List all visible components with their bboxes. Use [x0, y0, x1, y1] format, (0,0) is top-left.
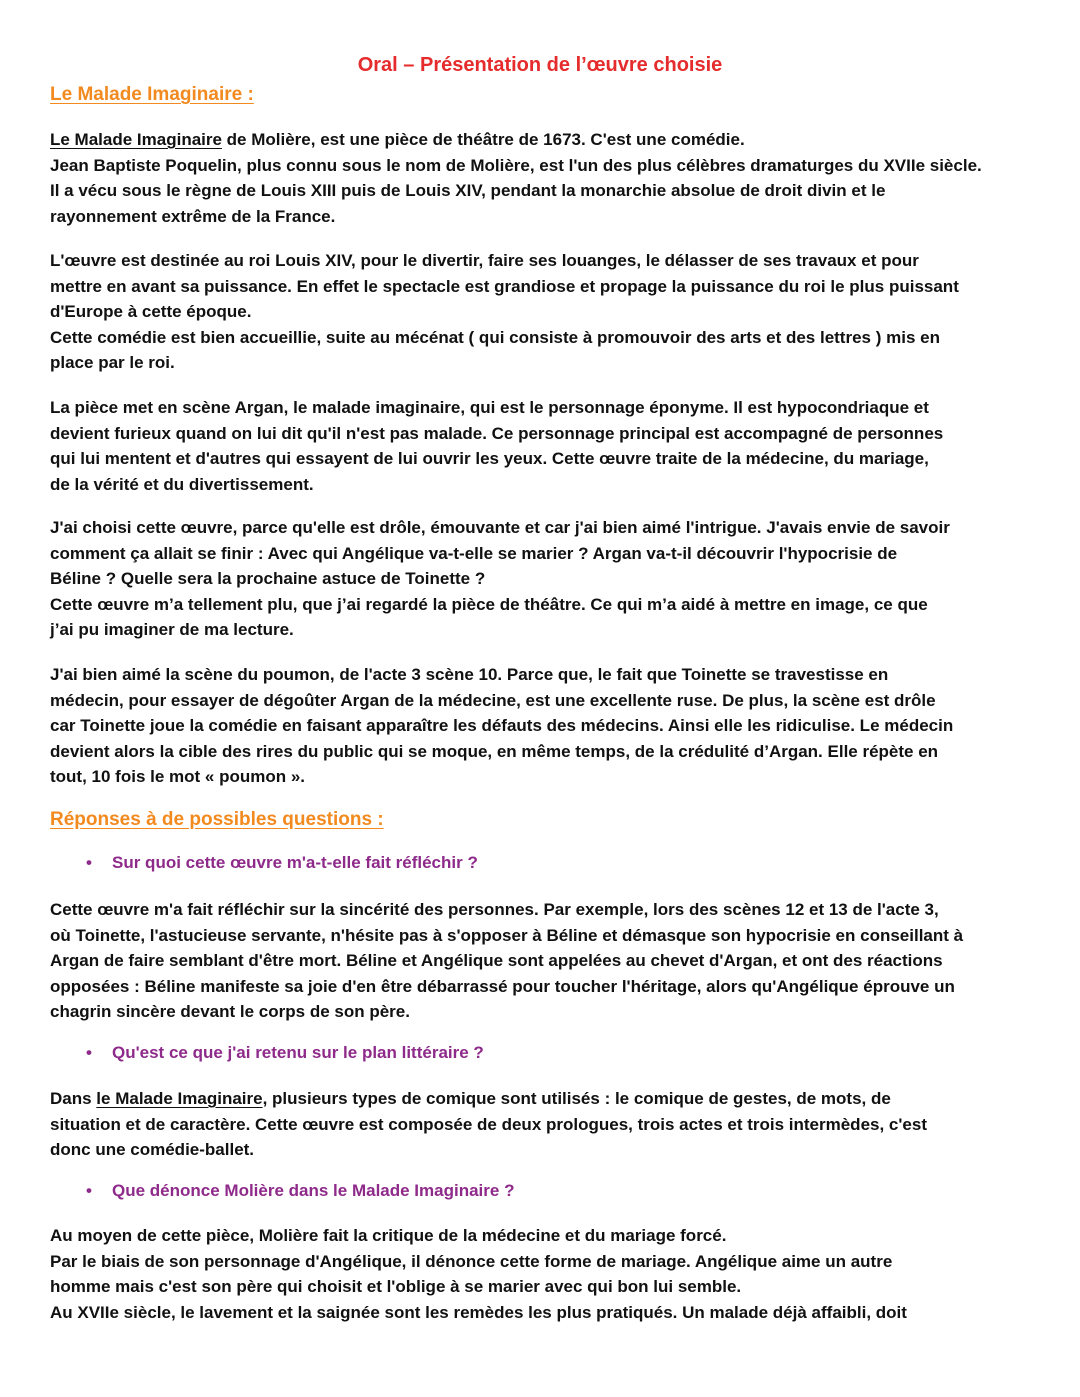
paragraph-line: donc une comédie-ballet. [50, 1140, 255, 1160]
paragraph-line: J'ai bien aimé la scène du poumon, de l'acte 3 scène 10. Parce que, le fait que Toinette se travestisse en [50, 665, 889, 684]
paragraph-line: L'œuvre est destinée au roi Louis XIV, pour le divertir, faire ses louanges, le délasser de ses travaux et pour [50, 251, 919, 270]
paragraph-line [50, 127, 1050, 153]
question-text: Qu'est ce que j'ai retenu sur le plan littéraire ? [112, 1043, 484, 1062]
paragraph-line: Au moyen de cette pièce, Molière fait la critique de la médecine et du mariage forcé. [50, 1226, 727, 1245]
paragraph-line: mettre en avant sa puissance. En effet le spectacle est grandiose et propage la puissance du roi le plus puissant [50, 276, 959, 296]
paragraph-line: devient furieux quand on lui dit qu'il n'est pas malade. Ce personnage principal est accompagné de personnes [50, 423, 944, 443]
paragraph-line: médecin, pour essayer de dégoûter Argan de la médecine, est une excellente ruse. De plus, la scène est drôle [50, 690, 936, 710]
answer-reflection [50, 897, 1050, 1025]
line-text: de Molière, est une pièce de théâtre de 1673. C'est une comédie. [221, 130, 745, 149]
line-text: , plusieurs types de comique sont utilisés : le comique de gestes, de mots, de [262, 1089, 891, 1108]
question-literary [86, 1043, 484, 1063]
question-reflection [86, 853, 478, 873]
paragraph-choice [50, 515, 1050, 643]
paragraph-line: comment ça allait se finir : Avec qui Angélique va-t-elle se marier ? Argan va-t-il découvrir l'hypocrisie de [50, 543, 898, 563]
paragraph-line: La pièce met en scène Argan, le malade imaginaire, qui est le personnage éponyme. Il est hypocondriaque et [50, 398, 929, 417]
question-text: Que dénonce Molière dans le Malade Imaginaire ? [112, 1181, 515, 1200]
paragraph-line: Il a vécu sous le règne de Louis XIII puis de Louis XIV, pendant la monarchie absolue de droit divin et le [50, 181, 886, 201]
paragraph-favorite-scene [50, 662, 1050, 790]
paragraph-line: Argan de faire semblant d'être mort. Béline et Angélique sont appelées au chevet d'Argan, et ont des réactions [50, 951, 943, 971]
paragraph-line: Cette œuvre m’a tellement plu, que j’ai regardé la pièce de théâtre. Ce qui m’a aidé à mettre en image, ce que [50, 594, 928, 614]
paragraph-line: de la vérité et du divertissement. [50, 474, 314, 494]
paragraph-line: Béline ? Quelle sera la prochaine astuce de Toinette ? [50, 569, 486, 589]
paragraph-destination [50, 248, 1050, 376]
bullet-icon: • [86, 853, 92, 872]
paragraph-line [50, 1086, 1050, 1112]
paragraph-line: chagrin sincère devant le corps de son père. [50, 1002, 410, 1022]
paragraph-line: place par le roi. [50, 353, 175, 373]
paragraph-line: d'Europe à cette époque. [50, 302, 252, 322]
work-title-underlined: le Malade Imaginaire [96, 1089, 263, 1108]
paragraph-line: J'ai choisi cette œuvre, parce qu'elle est drôle, émouvante et car j'ai bien aimé l'intrigue. J'avais envie de savoir [50, 518, 950, 537]
bullet-icon: • [86, 1181, 92, 1200]
paragraph-line: qui lui mentent et d'autres qui essayent de lui ouvrir les yeux. Cette œuvre traite de la médecine, du mariage, [50, 449, 929, 469]
paragraph-line: situation et de caractère. Cette œuvre est composée de deux prologues, trois actes et trois intermèdes, c'est [50, 1114, 927, 1134]
paragraph-line: Par le biais de son personnage d'Angélique, il dénonce cette forme de mariage. Angélique aime un autre [50, 1251, 893, 1271]
paragraph-line: Au XVIIe siècle, le lavement et la saignée sont les remèdes les plus pratiqués. Un malade déjà affaibli, doit [50, 1302, 907, 1322]
page-title: Oral – Présentation de l’œuvre choisie [357, 54, 723, 76]
paragraph-line: Cette œuvre m'a fait réfléchir sur la sincérité des personnes. Par exemple, lors des scènes 12 et 13 de l'acte 3, [50, 900, 939, 919]
paragraph-line: homme mais c'est son père qui choisit et l'oblige à se marier avec qui bon lui semble. [50, 1277, 742, 1297]
work-title-underlined: Le Malade Imaginaire [50, 130, 222, 149]
paragraph-line: car Toinette joue la comédie en faisant apparaître les défauts des médecins. Ainsi elle les ridiculise. Le médecin [50, 716, 954, 736]
paragraph-line: Cette comédie est bien accueillie, suite au mécénat ( qui consiste à promouvoir des arts et des lettres ) mis en [50, 327, 940, 347]
question-text: Sur quoi cette œuvre m'a-t-elle fait réfléchir ? [112, 853, 478, 872]
paragraph-line: rayonnement extrême de la France. [50, 206, 336, 226]
section-heading-malade-imaginaire: Le Malade Imaginaire : [50, 84, 254, 105]
paragraph-line: où Toinette, l'astucieuse servante, n'hésite pas à s'opposer à Béline et démasque son hypocrisie en conseillant à [50, 925, 964, 945]
answer-denounce [50, 1223, 1050, 1325]
paragraph-line: devient alors la cible des rires du public qui se moque, en même temps, de la crédulité d’Argan. Elle répète en [50, 741, 939, 761]
section-heading-questions: Réponses à de possibles questions : [50, 809, 384, 830]
bullet-icon: • [86, 1043, 92, 1062]
paragraph-line: j’ai pu imaginer de ma lecture. [50, 620, 294, 640]
paragraph-plot [50, 395, 1050, 497]
answer-literary [50, 1086, 1050, 1163]
paragraph-line: Jean Baptiste Poquelin, plus connu sous le nom de Molière, est l'un des plus célèbres dramaturges du XVIIe siècle. [50, 155, 982, 175]
paragraph-line: opposées : Béline manifeste sa joie d'en être débarrassé pour toucher l'héritage, alors qu'Angélique éprouve un [50, 976, 955, 996]
line-text: Dans [50, 1089, 97, 1108]
paragraph-introduction [50, 127, 1050, 229]
question-denounce [86, 1181, 514, 1201]
paragraph-line: tout, 10 fois le mot « poumon ». [50, 767, 306, 787]
